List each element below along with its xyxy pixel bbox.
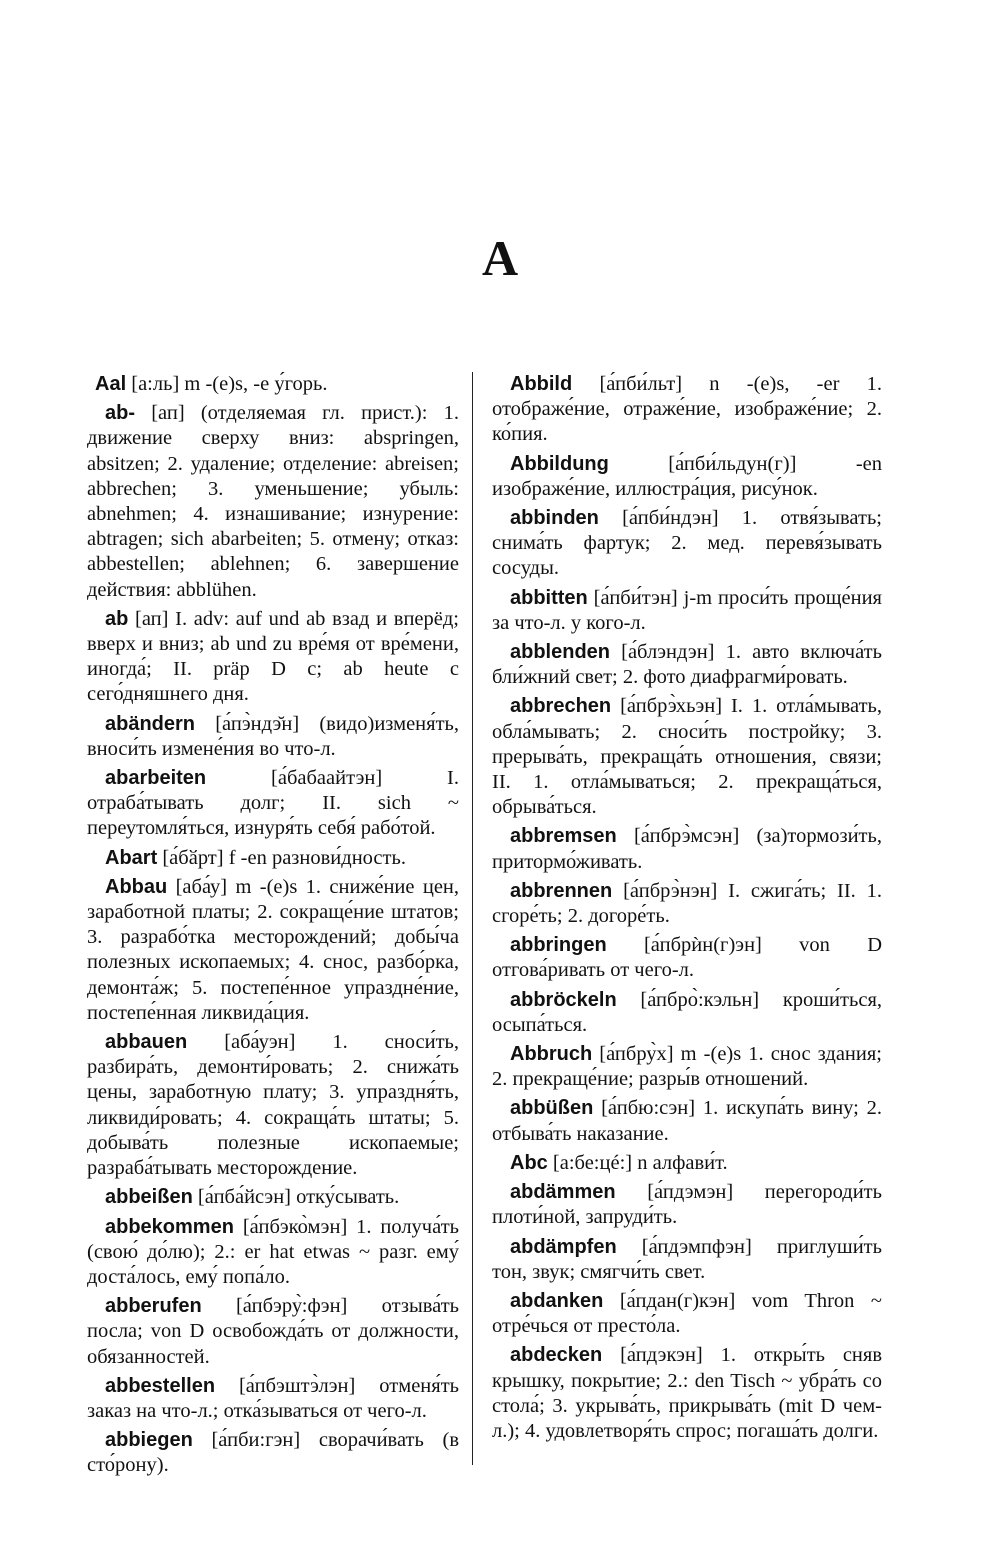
entry-headword: ab <box>105 607 129 630</box>
entry-headword: Aal <box>95 373 127 395</box>
dictionary-entry <box>492 1235 882 1285</box>
dictionary-entry <box>87 846 459 871</box>
section-letter: A <box>481 230 519 286</box>
dictionary-entry <box>87 607 459 708</box>
dictionary-entry <box>492 824 882 874</box>
entry-definition: [а́пдэмэн] перегороди́ть плоти́ной, запруди́ть. <box>492 1181 882 1229</box>
entry-definition: [а́бабаайтэн] I. отраба́тывать долг; II. sich ~ переутомля́ться, изнуря́ть себя́ рабо́той. <box>87 767 459 840</box>
entry-definition: [а́пба́йсэн] отку́сывать. <box>197 1186 400 1209</box>
entry-headword: abbestellen <box>105 1374 216 1397</box>
column-divider <box>472 372 473 1465</box>
entry-headword: abbitten <box>510 586 588 609</box>
dictionary-entry <box>492 452 882 502</box>
dictionary-entry <box>492 694 882 820</box>
left-column <box>87 372 459 1483</box>
entry-definition: [а́пбрэ̀нэн] I. сжига́ть; II. 1. сгоре́ть; 2. догоре́ть. <box>492 879 882 928</box>
entry-definition: [аба́у] m -(e)s 1. сниже́ние цен, заработной платы; 2. сокраще́ние штатов; 3. разрабо́тка месторождений; добы́ча полезных ископаемых; 4. снос, разбо́рка, демонта́ж; 5. постепе́нное упраздне́ние, постепе́нная ликвида́ция. <box>87 875 460 1024</box>
entry-headword: abdecken <box>510 1344 603 1367</box>
dictionary-entry <box>492 1289 882 1339</box>
dictionary-entry <box>87 875 459 1026</box>
entry-headword: abbüßen <box>510 1097 594 1120</box>
dictionary-entry <box>87 766 459 842</box>
entry-headword: Abbild <box>510 373 573 395</box>
entry-definition: [ап] I. adv: auf und ab взад и вперёд; вверх и вниз; ab und zu вре́мя от вре́мени, иногда́; II. präp D c; ab heute с сего́дняшнего дня. <box>87 607 459 706</box>
entry-headword: abbröckeln <box>510 988 617 1011</box>
dictionary-entry <box>492 988 882 1038</box>
entry-definition: [а́пбрѝн(г)эн] von D отгова́ривать от чего-л. <box>492 934 883 982</box>
dictionary-entry <box>87 712 459 762</box>
entry-definition: [а:ль] m -(e)s, -e у́горь. <box>131 373 328 395</box>
entry-definition: [а́пбю:сэн] 1. искупа́ть вину; 2. отбыва́ть наказание. <box>492 1097 882 1145</box>
dictionary-entry <box>492 933 882 983</box>
entry-headword: abblenden <box>510 641 611 664</box>
entry-headword: abbauen <box>105 1031 188 1054</box>
dictionary-entry <box>492 506 882 582</box>
entry-headword: abbremsen <box>510 825 617 848</box>
dictionary-entry <box>492 1343 882 1444</box>
entry-definition: [а́пдэмпфэн] приглуши́ть тон, звук; смягчи́ть свет. <box>492 1235 882 1283</box>
dictionary-entry <box>87 372 459 397</box>
entry-definition: [а́пби́льдун(г)] -en изображе́ние, иллюстра́ция, рису́нок. <box>492 452 882 500</box>
dictionary-entry <box>492 1180 882 1230</box>
entry-headword: abdämpfen <box>510 1235 617 1258</box>
entry-definition: [а́пдан(г)кэн] vom Thron ~ отре́чься от престо́ла. <box>492 1289 882 1338</box>
entry-headword: Abart <box>105 846 158 869</box>
entry-headword: abarbeiten <box>105 767 207 790</box>
entry-definition: [а́пэ̀ндэ̆н] (видо)изменя́ть, вноси́ть измене́ния во что-л. <box>87 712 459 760</box>
entry-headword: Abbruch <box>510 1043 593 1066</box>
dictionary-entry <box>87 1294 459 1370</box>
entry-definition: [а́пби:гэн] сворачи́вать (в сто́рону). <box>87 1429 460 1477</box>
entry-headword: abbekommen <box>105 1215 234 1238</box>
entry-definition: [а́пбэштэ̀лэн] отменя́ть заказ на что-л.; отка́зываться от чего-л. <box>87 1374 459 1422</box>
entry-definition: [а́пбэру̀:фэн] отзыва́ть посла; von D освобожда́ть от должности, обязанностей. <box>87 1295 460 1368</box>
entry-headword: abdanken <box>510 1289 604 1312</box>
dictionary-entry <box>87 1428 459 1478</box>
entry-headword: abbinden <box>510 507 599 530</box>
entry-definition: [ап] (отделяемая гл. прист.): 1. движение сверху вниз: abspringen, absitzen; 2. удаление; отделение: abreisen; abbrechen; 3. уменьшение; убыль: abnehmen; 4. изнашивание; изнурение: abtragen; sich abarbeiten; 5. отмену; отказ: abbestellen; ablehnen; 6. завершение действия: abblühen. <box>87 402 459 601</box>
dictionary-entry <box>492 640 882 690</box>
entry-definition: [аба́уэн] 1. сноси́ть, разбира́ть, демонти́ровать; 2. снижа́ть цены, заработную плату; 3. упраздня́ть, ликвиди́ровать; 4. сокраща́ть штаты; 5. добыва́ть полезные ископаемые; разраба́тывать месторождение. <box>87 1031 460 1180</box>
entry-definition: [а́пбрэ̀хьэн] I. 1. отла́мывать, обла́мывать; 2. сноси́ть постройку; 3. прерыва́ть, прекраща́ть отношения, связи; II. 1. отла́мываться; 2. прекраща́ться, обрыва́ться. <box>492 695 883 819</box>
entry-headword: abbringen <box>510 934 607 957</box>
entry-headword: abbrechen <box>510 695 612 718</box>
dictionary-entry <box>492 1042 882 1092</box>
entry-definition: [а́пдэкэн] 1. откры́ть сняв крышку, покрытие; 2.: den Tisch ~ убра́ть со стола́; 3. укрыва́ть, прикрыва́ть (mit D чем-л.); 4. удовлетворя́ть спрос; погаша́ть долги. <box>492 1344 882 1442</box>
dictionary-entry <box>492 879 882 929</box>
entry-definition: [а́пбру̀х] m -(e)s 1. снос здания; 2. прекраще́ние; разры́в отношений. <box>492 1043 882 1091</box>
dictionary-entry <box>87 1185 459 1210</box>
entry-definition: [а́бӑрт] f -en разнови́дность. <box>162 846 406 869</box>
entry-headword: abdämmen <box>510 1181 616 1204</box>
entry-headword: ab- <box>105 402 135 425</box>
entry-headword: Abbau <box>105 875 168 898</box>
entry-definition: [а́пбро̀:кэльн] кроши́ться, осыпа́ться. <box>492 988 882 1036</box>
entry-definition: [а́блэндэн] 1. авто включа́ть бли́жний свет; 2. фото диафрагми́ровать. <box>492 641 882 689</box>
entry-headword: abändern <box>105 712 196 735</box>
entry-headword: abbiegen <box>105 1429 193 1452</box>
entry-definition: [а́пби́тэн] j-m проси́ть проще́ния за что-л. у кого-л. <box>492 586 882 634</box>
entry-headword: abbrennen <box>510 879 613 902</box>
entry-definition: [а́пби́ндэн] 1. отвя́зывать; снима́ть фартук; 2. мед. перевя́зывать сосуды. <box>492 507 882 580</box>
entry-headword: Abc <box>510 1151 548 1174</box>
entry-headword: Abbildung <box>510 452 609 475</box>
dictionary-entry <box>87 1030 459 1181</box>
dictionary-entry <box>492 372 882 448</box>
right-column <box>492 372 882 1448</box>
entry-definition: [а́пбрэ̀мсэн] (за)тормози́ть, притормо́живать. <box>492 825 882 873</box>
dictionary-entry <box>87 401 459 603</box>
dictionary-entry <box>492 1151 882 1176</box>
entry-definition: [а:бе:цé:] n алфави́т. <box>552 1151 728 1174</box>
dictionary-entry <box>492 1096 882 1146</box>
entry-headword: abbeißen <box>105 1186 193 1209</box>
entry-headword: abberufen <box>105 1295 202 1318</box>
dictionary-entry <box>492 586 882 636</box>
dictionary-entry <box>87 1374 459 1424</box>
entry-definition: [а́пби́льт] n -(e)s, -er 1. отображе́ние, отраже́ние, изображе́ние; 2. ко́пия. <box>492 373 883 446</box>
dictionary-entry <box>87 1215 459 1291</box>
entry-definition: [а́пбэко̀мэн] 1. получа́ть (свою́ до́лю); 2.: er hat etwas ~ разг. ему́ доста́лось, ему́ попа́ло. <box>87 1215 459 1288</box>
